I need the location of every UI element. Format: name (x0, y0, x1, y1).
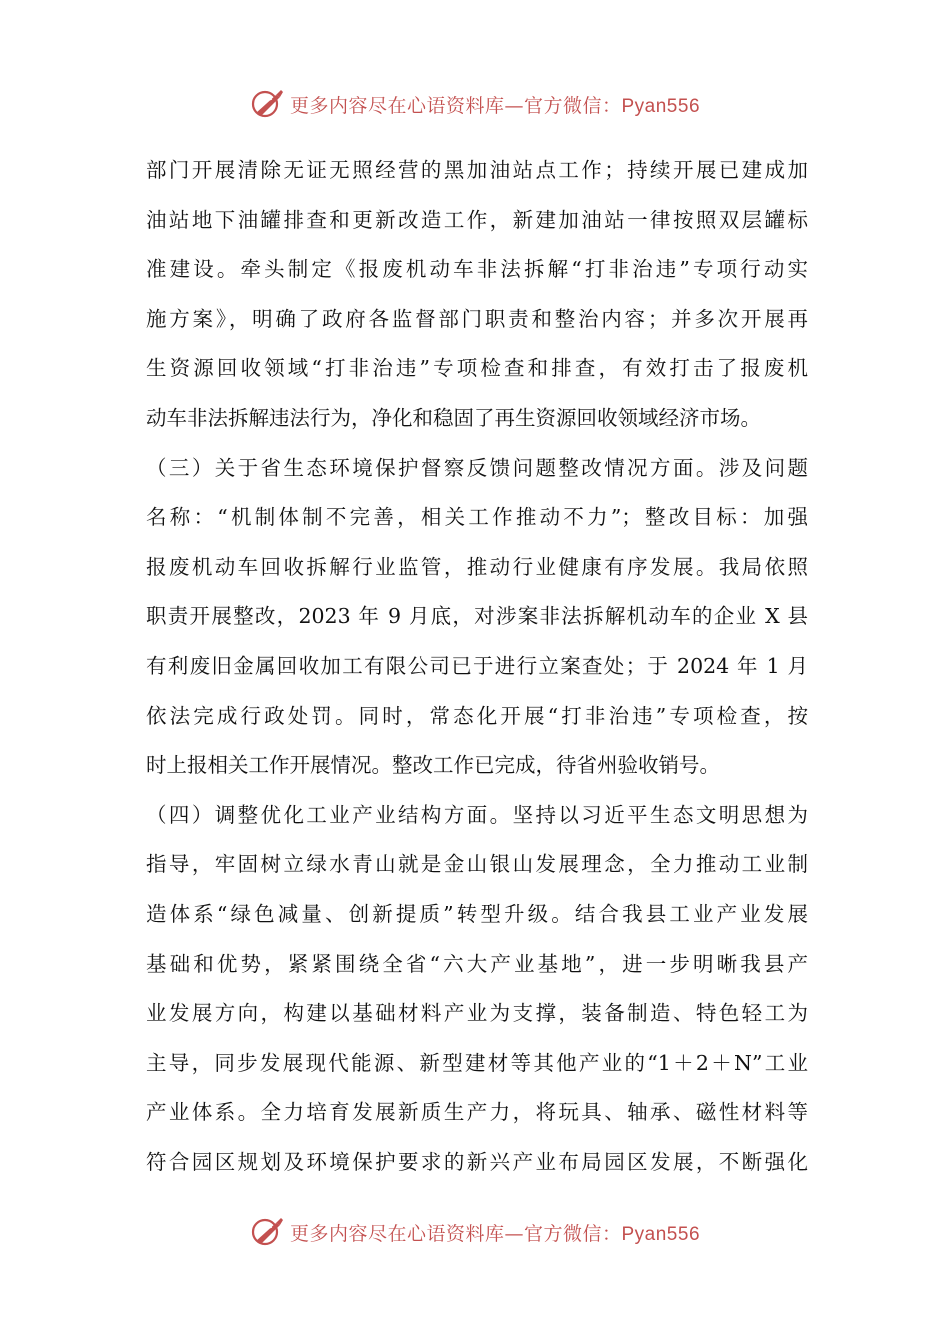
watermark-text: 更多内容尽在心语资料库—官方微信：Pyan556 (289, 94, 701, 117)
text-line: 部门开展清除无证无照经营的黑加油站点工作；持续开展已建成加 (146, 158, 808, 182)
text-line: 时上报相关工作开展情况。整改工作已完成，待省州验收销号。 (146, 753, 720, 778)
text-line: 指导，牢固树立绿水青山就是金山银山发展理念，全力推动工业制 (146, 852, 808, 877)
pen-logo-icon (250, 1215, 284, 1249)
text-line: 生资源回收领域“打非治违”专项检查和排查，有效打击了报废机 (146, 356, 808, 381)
text-line: 施方案》，明确了政府各监督部门职责和整治内容；并多次开展再 (146, 306, 808, 331)
watermark-wechat-id: Pyan556 (621, 1223, 701, 1245)
watermark-text: 更多内容尽在心语资料库—官方微信：Pyan556 (289, 1222, 701, 1245)
text-line: （三）关于省生态环境保护督察反馈问题整改情况方面。涉及问题 (146, 455, 808, 480)
text-line: 依法完成行政处罚。同时，常态化开展“打非治违”专项检查，按 (146, 703, 808, 728)
text-line: 主导，同步发展现代能源、新型建材等其他产业的“1＋2＋N”工业 (146, 1050, 808, 1075)
text-line: 名称：“机制体制不完善，相关工作推动不力”；整改目标：加强 (146, 505, 808, 530)
header-watermark (0, 84, 950, 124)
text-line: 产业体系。全力培育发展新质生产力，将玩具、轴承、磁性材料等 (146, 1100, 808, 1125)
text-line: （四）调整优化工业产业结构方面。坚持以习近平生态文明思想为 (146, 802, 808, 827)
document-body (146, 146, 808, 1187)
watermark-wechat-id: Pyan556 (621, 95, 701, 117)
text-line: 职责开展整改，2023 年 9 月底，对涉案非法拆解机动车的企业 X 县 (146, 604, 808, 629)
text-line: 动车非法拆解违法行为，净化和稳固了再生资源回收领域经济市场。 (146, 405, 761, 430)
text-line: 造体系“绿色减量、创新提质”转型升级。结合我县工业产业发展 (146, 901, 808, 926)
footer-watermark (0, 1212, 950, 1252)
text-line: 报废机动车回收拆解行业监管，推动行业健康有序发展。我局依照 (146, 554, 808, 579)
text-line: 基础和优势，紧紧围绕全省“六大产业基地”，进一步明晰我县产 (146, 951, 808, 976)
pen-logo-icon (250, 87, 284, 121)
text-line: 符合园区规划及环境保护要求的新兴产业布局园区发展，不断强化 (146, 1149, 808, 1174)
text-line: 业发展方向，构建以基础材料产业为支撑，装备制造、特色轻工为 (146, 1001, 808, 1026)
text-line: 有利废旧金属回收加工有限公司已于进行立案查处；于 2024 年 1 月 (146, 653, 808, 678)
text-line: 准建设。牵头制定《报废机动车非法拆解“打非治违”专项行动实 (146, 257, 808, 282)
text-line: 油站地下油罐排查和更新改造工作，新建加油站一律按照双层罐标 (146, 207, 808, 232)
